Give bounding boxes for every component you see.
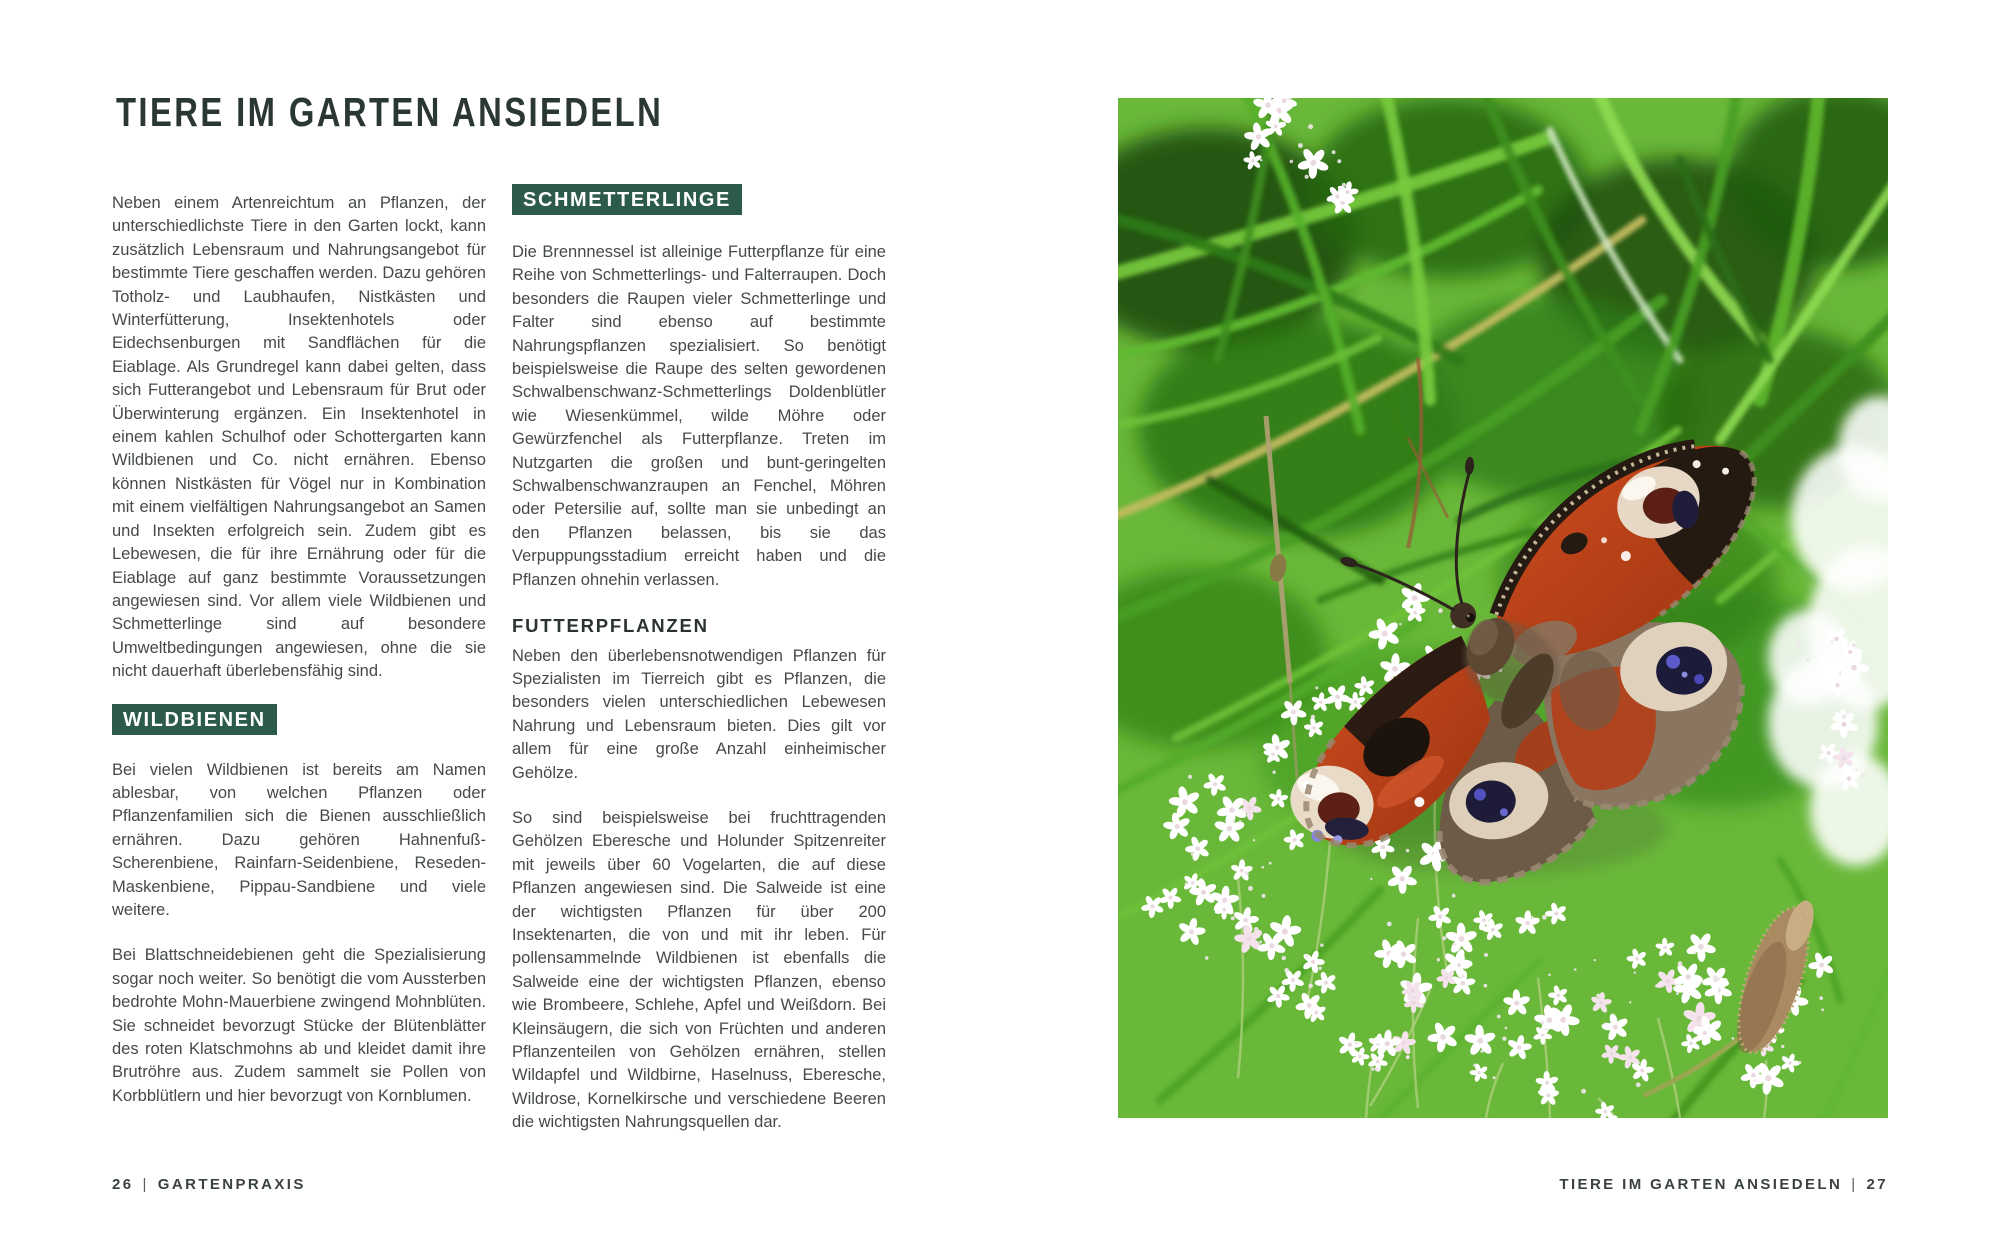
schmetterlinge-heading-row	[512, 184, 886, 215]
footer-right-label: TIERE IM GARTEN ANSIEDELN	[1559, 1176, 1843, 1193]
wildbienen-paragraph-1: Bei vielen Wildbienen ist bereits am Namen ablesbar, von welchen Pflanzen oder Pflanzenfamilien sich die Bienen ausschließlich ernähren. Dazu gehören Hahnenfuß-Scherenbiene, Rainfarn-Seidenbiene, Reseden-Maskenbiene, Pippau-Sandbiene und viele weitere.	[112, 760, 486, 919]
futterpflanzen-paragraph-2: So sind beispielsweise bei fruchttragenden Gehölzen Eberesche und Holunder Spitzenreiter mit jeweils über 60 Vogelarten, die auf diese Pflanzen angewiesen sind. Die Salweide ist eine der wichtigsten Pflanzen für über 200 Insektenarten, die von und mit ihr leben. Für pollensammelnde Wildbienen ist ebenfalls die Salweide eine der wichtigsten Pflanzen, ebenso wie Brombeere, Schlehe, Apfel und Weißdorn. Bei Kleinsäugern, die sich von Früchten und anderen Pflanzenteilen von Gehölzen ernähren, stellen Wildapfel und Wildbirne, Haselnuss, Eberesche, Wildrose, Kornelkirsche und verschiedene Beeren die wichtigsten Nahrungsquellen dar.	[512, 808, 886, 1132]
wildbienen-paragraph-2: Bei Blattschneidebienen geht die Spezialisierung sogar noch weiter. So benötigt die vom Aussterben bedrohte Mohn-Mauerbiene zwingend Mohnblüten. Sie schneidet bevorzugt Stücke der Blütenblätter des roten Klatschmohns ab und kleidet damit ihre Brutröhre aus. Zudem sammelt sie Pollen von Korbblütlern und hier bevorzugt von Kornblumen.	[112, 946, 486, 1105]
intro-paragraph: Neben einem Artenreichtum an Pflanzen, der unterschiedlichste Tiere in den Garten lockt, kann zusätzlich Lebensraum und Nahrungsangebot für bestimmte Tiere geschaffen werden. Dazu gehören Totholz- und Laubhaufen, Nistkästen und Winterfütterung, Insektenhotels oder Eidechsenburgen mit Sandflächen für die Eiablage. Als Grundregel kann dabei gelten, dass sich Futterangebot und Lebensraum für Brut oder Überwinterung ergänzen. Ein Insektenhotel in einem kahlen Schulhof oder Schottergarten kann Wildbienen und Co. nicht ernähren. Ebenso können Nistkästen für Vögel nur in Kombination mit einem vielfältigen Nahrungsangebot an Samen und Insekten erfolgreich sein. Zudem gibt es Lebewesen, die für ihre Ernährung oder für die Eiablage auf ganz bestimmte Voraussetzungen angewiesen sind. Vor allem viele Wildbienen und Schmetterlinge sind auf besondere Umweltbedingungen angewiesen, ohne die sie nicht dauerhaft überlebensfähig sind.	[112, 194, 486, 681]
butterfly-photo	[1118, 98, 1888, 1118]
footer-left-separator: |	[142, 1176, 149, 1193]
footer-left-label: GARTENPRAXIS	[157, 1176, 306, 1193]
futterpflanzen-paragraph-1: Neben den überlebensnotwendigen Pflanzen für Spezialisten im Tierreich gibt es Pflanzen, die besonders vielen unterschiedlichen Lebewesen Nahrung und Lebensraum bieten. Dies gilt vor allem für eine große Anzahl einheimischer Gehölze.	[512, 646, 886, 782]
footer-right-separator: |	[1851, 1176, 1858, 1193]
text-column-right	[512, 184, 886, 1157]
wildbienen-heading-row	[112, 704, 486, 735]
page-title: TIERE IM GARTEN ANSIEDELN	[116, 89, 664, 136]
page-number-left: 26	[112, 1176, 134, 1193]
footer-right	[1559, 1176, 1888, 1193]
schmetterlinge-heading: SCHMETTERLINGE	[512, 184, 742, 215]
wildbienen-heading: WILDBIENEN	[112, 704, 277, 735]
text-column-left	[112, 192, 486, 1130]
butterfly-photo-illustration	[1118, 98, 1888, 1118]
footer-left	[112, 1176, 306, 1193]
schmetterlinge-paragraph: Die Brennnessel ist alleinige Futterpflanze für eine Reihe von Schmetterlings- und Falterraupen. Doch besonders die Raupen vieler Schmetterlinge und Falter sind ebenso auf bestimmte Nahrungspflanzen spezialisiert. So benötigt beispielsweise die Raupe des selten gewordenen Schwalbenschwanz-Schmetterlings Doldenblütler wie Wiesenkümmel, wilde Möhre oder Gewürzfenchel als Futterpflanze. Treten im Nutzgarten die großen und bunt-geringelten Schwalbenschwanzraupen an Fenchel, Möhren oder Petersilie auf, sollte man sie unbedingt an den Pflanzen belassen, bis sie das Verpuppungsstadium erreicht haben und die Pflanzen ohnehin verlassen.	[512, 243, 886, 589]
futterpflanzen-heading: FUTTERPFLANZEN	[512, 615, 709, 637]
page-number-right: 27	[1866, 1176, 1888, 1193]
